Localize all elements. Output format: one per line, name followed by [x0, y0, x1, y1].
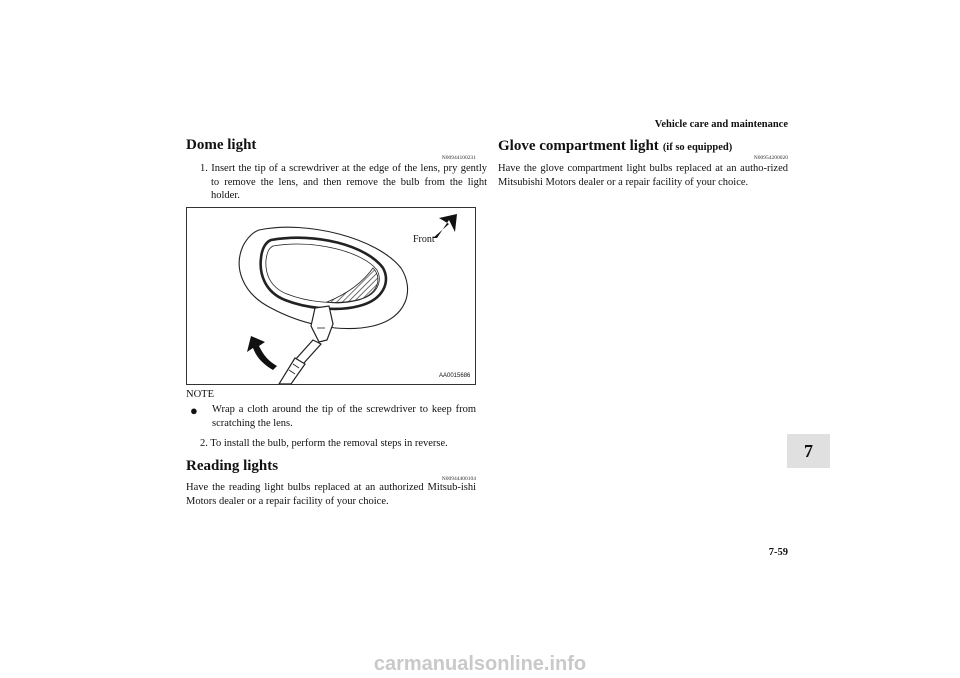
- note-label: NOTE: [186, 389, 214, 400]
- watermark: carmanualsonline.info: [373, 653, 587, 675]
- chapter-tab: 7: [787, 434, 830, 468]
- running-header: Vehicle care and maintenance: [654, 119, 788, 130]
- ref-code-reading: N00944400104: [441, 476, 476, 482]
- glove-compartment-body: Have the glove compartment light bulbs replaced at an autho-rized Mitsubishi Motors dealer or a repair facility of your choice.: [498, 163, 788, 188]
- note-text: Wrap a cloth around the tip of the screwdriver to keep from scratching the lens.: [212, 404, 476, 429]
- pry-direction-arrow-icon: [247, 336, 277, 370]
- reading-lights-body: Have the reading light bulbs replaced at an authorized Mitsub-ishi Motors dealer or a repair facility of your choice.: [186, 482, 476, 507]
- ref-code-glove: N00954200020: [753, 155, 788, 161]
- step-1: 1. Insert the tip of a screwdriver at the edge of the lens, pry gently to remove the lens, and then remove the bulb from the light holder.: [200, 163, 487, 201]
- glove-heading-suffix: (if so equipped): [662, 142, 733, 153]
- ref-code-dome: N00944100231: [441, 155, 476, 161]
- heading-reading-lights: Reading lights: [186, 458, 279, 474]
- front-arrow-icon: [433, 214, 457, 238]
- heading-dome-light: Dome light: [186, 137, 257, 153]
- figure-label-front: Front: [413, 234, 435, 245]
- figure-code: AA0015686: [439, 373, 471, 379]
- page-number: 7-59: [768, 547, 788, 558]
- glove-heading-text: Glove compartment light: [498, 138, 659, 154]
- dome-light-figure: [186, 207, 476, 385]
- bullet-icon: ●: [190, 403, 198, 418]
- step-2: 2. To install the bulb, perform the removal steps in reverse.: [200, 438, 448, 449]
- heading-glove-compartment: [498, 137, 732, 155]
